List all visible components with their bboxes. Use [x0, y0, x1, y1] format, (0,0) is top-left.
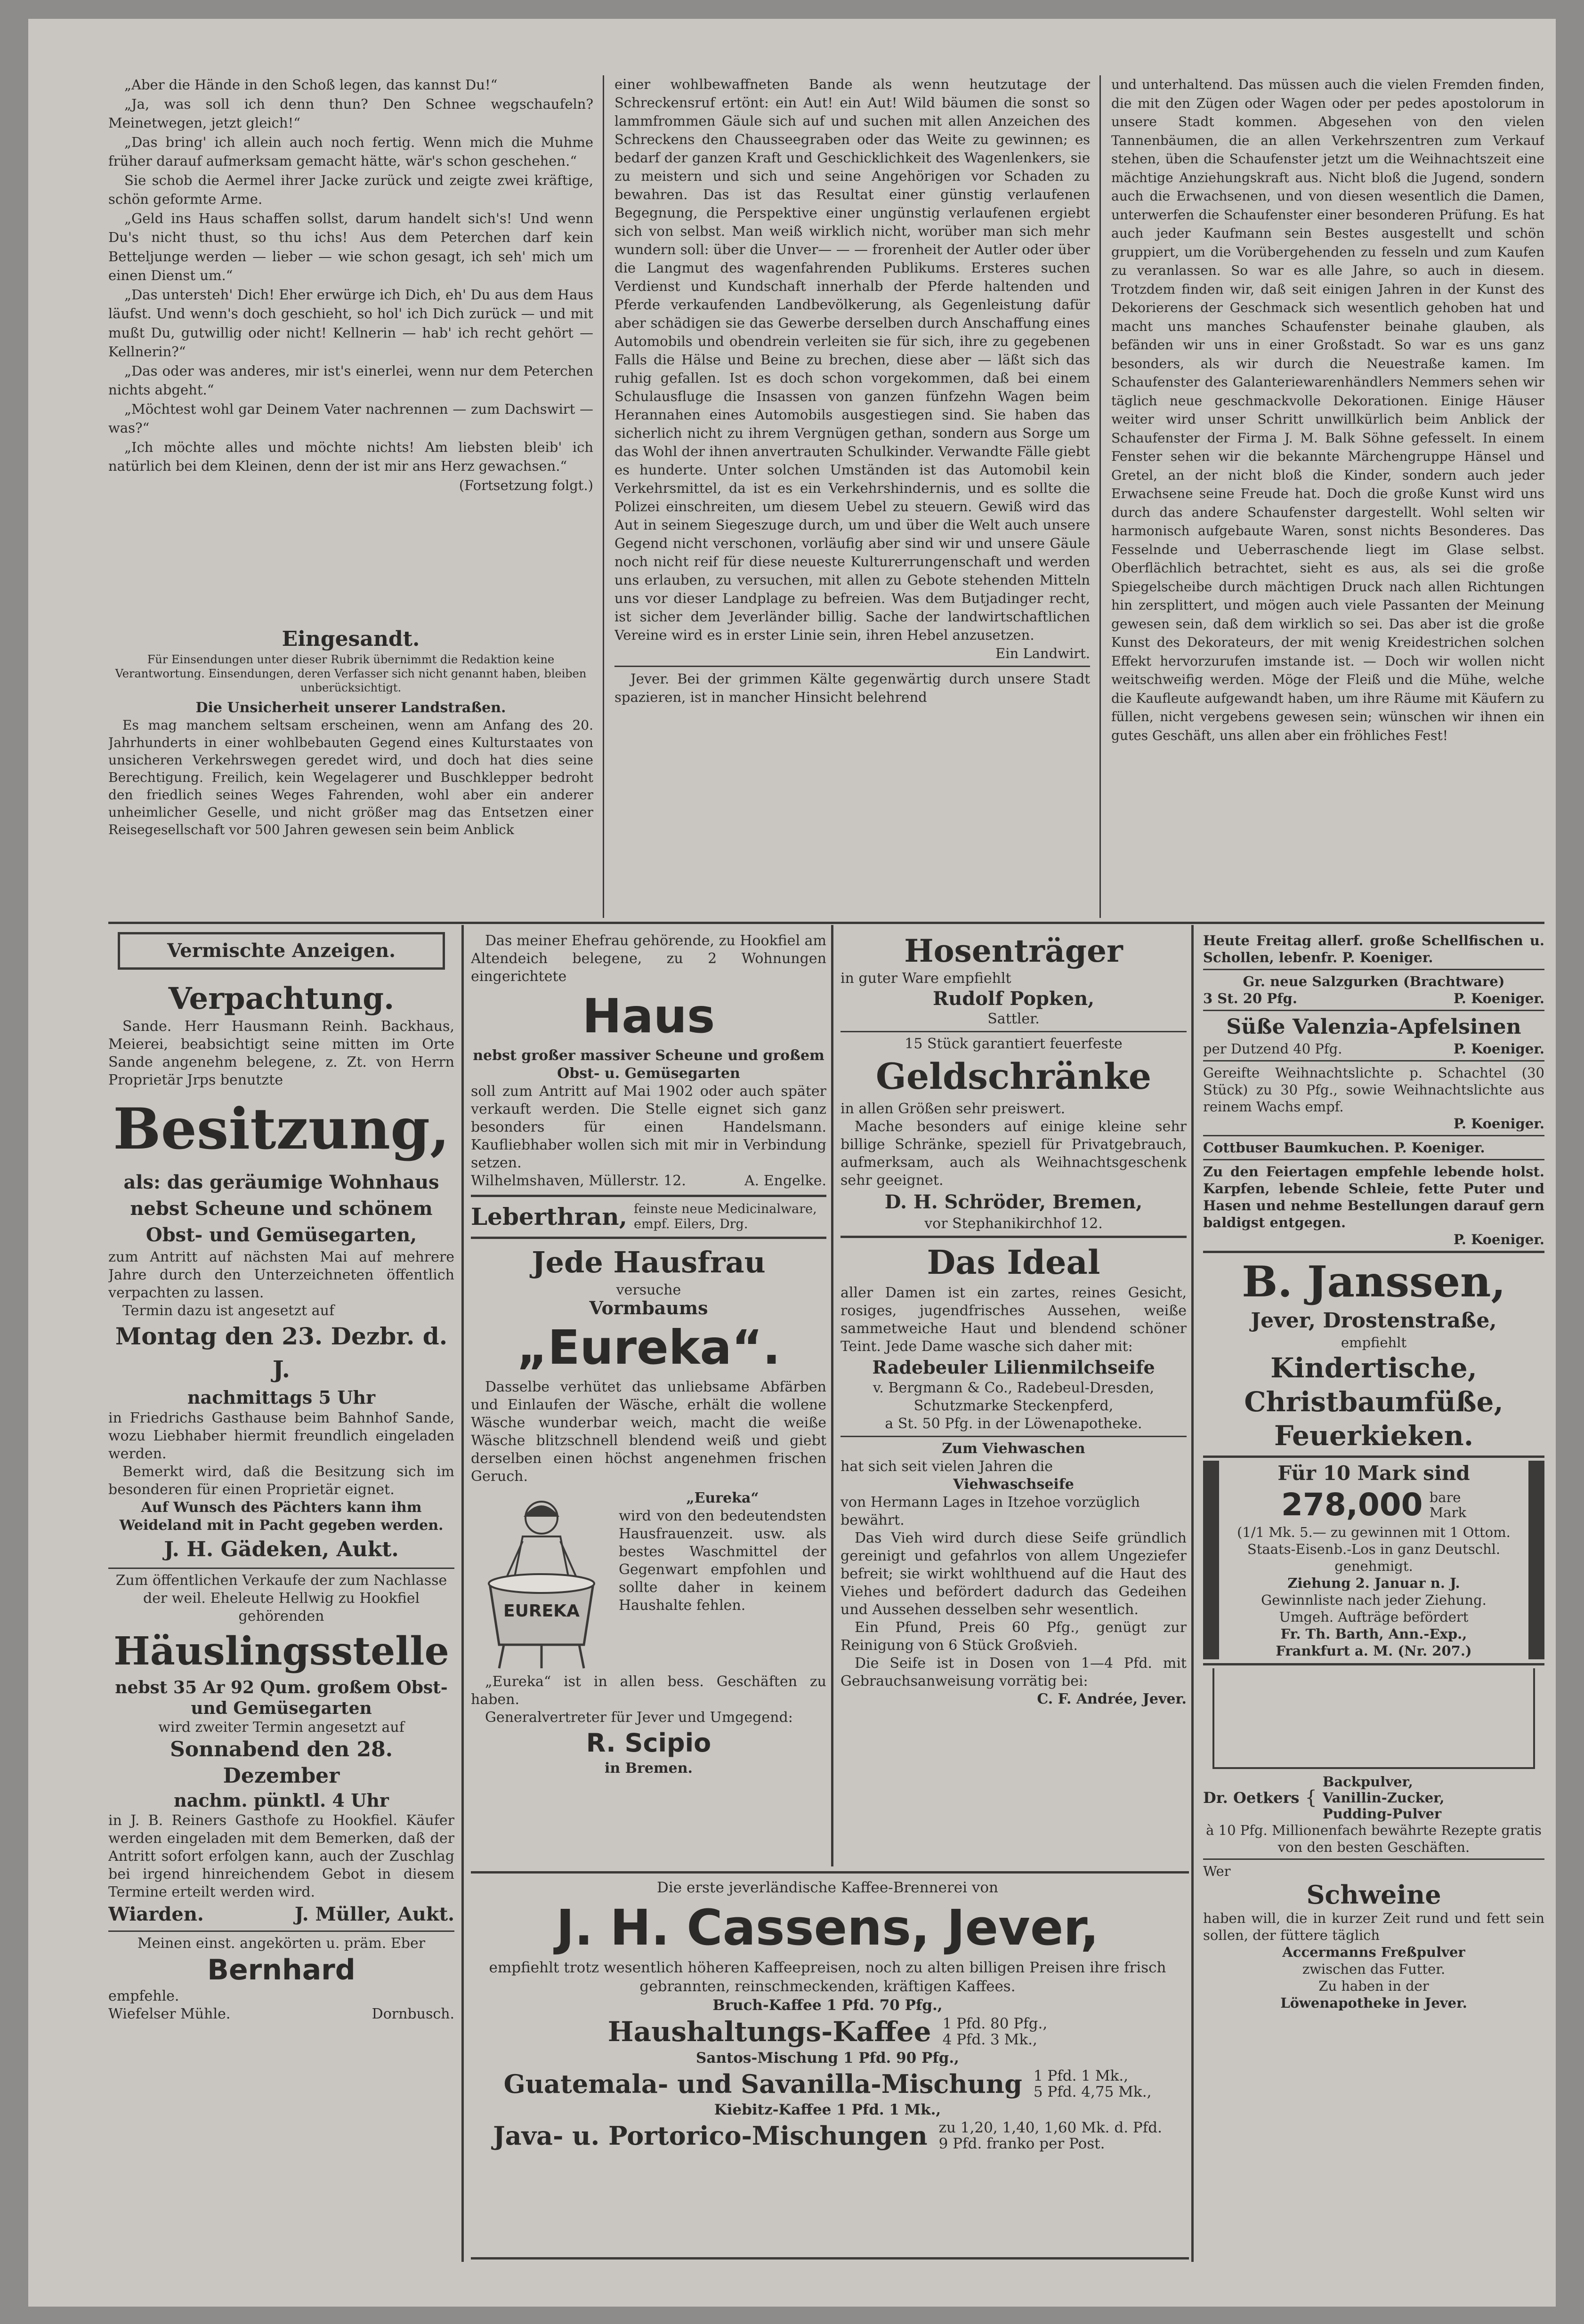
vieh-body: Das Vieh wird durch diese Seife gründlich gereinigt und gefahrlos von allem Ungeziefer befreit; sie wirkt wohlthuend auf die Haut des Viehes und befördert dadurch das Gedeihen und Aussehen desselben sehr wesentlich. — [840, 1530, 1187, 1618]
column-rule — [461, 925, 464, 2262]
koeniger-ad-4-name: P. Koeniger. — [1453, 1116, 1544, 1132]
haeusling-subtitle: nebst 35 Ar 92 Qum. großem Obst- und Gemüsegarten — [115, 1678, 448, 1718]
ideal-price: a St. 50 Pfg. in der Löwenapotheke. — [885, 1415, 1142, 1432]
article-text: einer wohlbewaffneten Bande als wenn heutzutage der Schreckensruf ertönt: ein Aut! ein Aut! Wild bäumen die sonst so lammfrommen Gäule sich auf und suchen mit allen Anzeichen des Schreckens den Chausseegraben oder das Weite zu gewinnen; es bedarf der ganzen Kraft und Geschicklichkeit des Wagenlenkers, sie zu meistern und sich und seine Angehörigen vor Schaden zu bewahren. Das ist das Resultat einer günstig verlaufenen Begegnung, die Perspektive einer ungünstig verlaufenen ergiebt sich von selbst. Man weiß wirklich nicht, worüber man sich mehr wundern soll: über die Unver— — — frorenheit der Autler oder über die Langmut des wagenfahrenden Publikums. Ersteres suchen Verdienst und Kundschaft innerhalb der Pferde haltenden und Pferde verkaufenden Landbevölkerung, als Gegenleistung dafür aber schädigen sie das Gewerbe derselben durch Anschaffung eines Automobils und obendrein verleiten sie für sich, ihre zu gegebenen Falls die Hälse und Beine zu brechen, diese aber — läßt sich das ruhig gefallen. Ist es doch schon vorgekommen, daß bei einem Schulausfluge die Insassen von ganzen fünfzehn Wagen beim Herannahen eines Automobils ausgestiegen sind. Sie haben das sicherlich nicht zu ihrem Vergnügen gethan, sondern aus Sorge um das Wohl der ihnen anvertrauten Schulkinder. Verwandte Fälle giebt es hunderte. Unter solchen Umständen ist das Automobil kein Verkehrsmittel, da ist es ein Verkehrshindernis, und es sollte die Polizei einschreiten, um diesem Uebel zu steuern. Gewiß wird das Aut in seinem Siegeszuge durch, um und über die Welt auch unsere Gegend nicht verschonen, vorläufig aber sind wir und unsere Gäule noch nicht reif für diese neueste Kulturerrungenschaft und werden uns erlauben, zu versuchen, mit allen zu Gebote stehenden Mitteln uns vor dieser Landplage zu befreien. Was dem Butjadinger recht, ist sicher dem Jeverländer billig. Sache der landwirtschaftlichen Vereine wird es in erster Linie sein, ihren Hebel anzusetzen. — [614, 76, 1090, 643]
koeniger-ad-2-name: P. Koeniger. — [1453, 990, 1544, 1006]
vieh-price: Ein Pfund, Preis 60 Pfg., genügt zur Reinigung von 6 Stück Großvieh. — [840, 1619, 1187, 1654]
vieh-line1: hat sich seit vielen Jahren die — [840, 1458, 1053, 1475]
vieh-product: Viehwaschseife — [953, 1476, 1074, 1493]
blank-ad-space — [1212, 1668, 1535, 1769]
verpachtung-bold-note: Auf Wunsch des Pächters kann ihm Weideland mit in Pacht gegeben werden. — [119, 1499, 444, 1534]
oetker-brand: Dr. Oetkers — [1203, 1789, 1300, 1807]
jever-news-start: Jever. Bei der grimmen Kälte gegenwärtig durch unsere Stadt spazieren, ist in mancher Hinsicht belehrend — [614, 671, 1090, 705]
ads-column-c — [840, 932, 1187, 1869]
lotterie-body: (1/1 Mk. 5.— zu gewinnen mit 1 Ottom. Staats-Eisenb.-Los in ganz Deutschl. genehmigt. — [1237, 1524, 1511, 1574]
verpachtung-note: Bemerkt wird, daß die Besitzung sich im besonderen für einen Proprietär eignet. — [108, 1464, 454, 1498]
schweine-wer: Wer — [1203, 1863, 1231, 1879]
bernhard-signer: Dornbusch. — [372, 2006, 454, 2022]
cassens-haushalt-price-1: 1 Pfd. 80 Pfg., — [942, 2015, 1048, 2032]
eureka-quote: „Eureka“ — [686, 1490, 759, 1506]
verpachtung-date: Montag den 23. Dezbr. d. J. — [115, 1322, 448, 1383]
article-signature: Ein Landwirt. — [995, 645, 1090, 661]
schweine-store: Löwenapotheke in Jever. — [1280, 1995, 1467, 2011]
koeniger-ad-3-name: P. Koeniger. — [1453, 1041, 1544, 1057]
geldschraenke-body: Mache besonders auf einige kleine sehr billige Schränke, speziell für Privatgebrauch, aufmerksam, auch als Weihnachtsgeschenk sehr geeignet. — [840, 1118, 1187, 1189]
koeniger-ad-3-title: Süße Valenzia-Apfelsinen — [1226, 1015, 1521, 1039]
story-paragraph: „Geld ins Haus schaffen sollst, darum handelt sich's! Und wenn Du's nicht thust, so thu ichs! Aus dem Peterchen darf kein Betteljunge werden — lieber — wie schon gesagt, ich seh' mich um einen Dienst um.“ — [108, 210, 593, 283]
besitzung-title: Besitzung, — [113, 1096, 450, 1162]
cassens-kiebitz: Kiebitz-Kaffee 1 Pfd. 1 Mk., — [714, 2101, 941, 2118]
schweine-avail: Zu haben in der — [1318, 1978, 1429, 1994]
koeniger-ad-1: Heute Freitag allerf. große Schellfischen u. Schollen, lebenfr. P. Koeniger. — [1203, 933, 1544, 965]
leberthran-text: feinste neue Medicinalware, empf. Eilers, Drg. — [634, 1202, 817, 1231]
section-rule — [471, 1871, 1189, 1874]
haeuslingsstelle-title: Häuslingsstelle — [113, 1629, 449, 1674]
haeusling-time: nachm. pünktl. 4 Uhr — [174, 1790, 389, 1811]
koeniger-ad-6: Zu den Feiertagen empfehle lebende holst. Karpfen, lebende Schleie, fette Puter und Hasen und nehme Bestellungen darauf gern baldigst entgegen. — [1203, 1164, 1544, 1230]
janssen-item-2: Christbaumfüße, — [1244, 1386, 1503, 1418]
jever-news-column — [1111, 75, 1544, 918]
janssen-item-3: Feuerkieken. — [1274, 1420, 1474, 1452]
section-rule — [471, 2257, 1189, 2260]
lotterie-list: Gewinnliste nach jeder Ziehung. — [1261, 1592, 1487, 1608]
jever-news-text: und unterhaltend. Das müssen auch die vielen Fremden finden, die mit den Zügen oder Wagen oder per pedes apostolorum in unsere Stadt kommen. Abgesehen von den vielen Tannenbäumen, die an allen Verkehrszentren zum Verkauf stehen, üben die Schaufenster jetzt um die Weihnachtszeit eine mächtige Anziehungskraft aus. Nicht bloß die Jugend, sondern auch die Erwachsenen, und von diesen wesentlich die Damen, unterwerfen die Schaufenster einer besonderen Prüfung. Es hat auch jeder Kaufmann sein Bestes ausgestellt und schön gruppiert, um die Vorübergehenden zu fesseln und zum Kaufen zu veranlassen. So war es alle Jahre, so auch in diesem. Trotzdem finden wir, daß seit einigen Jahren in der Kunst des Dekorierens der Geschmack sich wesentlich gehoben hat und macht uns manches Schaufenster beinahe glauben, als befänden wir uns in einer Großstadt. So war es uns ganz besonders, als wir durch die Neuestraße kamen. Im Schaufenster des Galanteriewarenhändlers Nemmers sehen wir täglich neue geschmackvolle Dekorationen. Einige Häuser weiter wird unser Schritt unwillkürlich beim Anblick der Schaufenster der Firma J. M. Balk Söhne gefesselt. In einem Fenster sehen wir die bekannte Märchengruppe Hänsel und Gretel, an der nicht bloß die Kinder, sondern auch jeder Erwachsene seine Freude hat. Doch die große Kunst wird uns durch das andere Schaufenster dargestellt. Wohl selten wir harmonisch aufgebaute Waren, sonst nichts Besonderes. Das Fesselnde und Ueberraschende liegt im Glase selbst. Oberflächlich betrachtet, sieht es aus, als sei die große Spiegelscheibe durch mächtigen Druck nach allen Richtungen hin zersplittert, und mögen auch viele Passanten der Meinung gewesen sein, daß dem wirklich so sei. Das aber ist die große Kunst des Dekorateurs, der mit wenig Kreidestrichen solchen Effekt hervorzurufen imstande ist. — Doch wir wollen nicht weitschweifig werden. Möge der Fleiß und die Mühe, welche die Kaufleute aufgewandt haben, um ihre Räume mit Käufern zu füllen, nicht vergebens gewesen sein; wünschen wir ihnen ein gutes Geschäft, uns allen aber ein fröhliches Fest! — [1111, 77, 1544, 743]
lotterie-ad — [1203, 1461, 1544, 1659]
article-column-2 — [614, 75, 1090, 861]
janssen-name: B. Janssen, — [1242, 1257, 1506, 1307]
schweine-between: zwischen das Futter. — [1302, 1961, 1446, 1977]
section-rule — [108, 922, 1544, 924]
eureka-versuche: versuche — [616, 1282, 681, 1298]
besitzung-subtitle: als: das geräumige Wohnhaus nebst Scheune und schönem Obst- und Gemüsegarten, — [123, 1171, 439, 1246]
story-column — [108, 75, 593, 621]
koeniger-ad-5: Cottbuser Baumkuchen. P. Koeniger. — [1203, 1140, 1485, 1156]
lotterie-heading: Für 10 Mark sind — [1277, 1462, 1470, 1485]
cassens-guatemala-price-1: 1 Pfd. 1 Mk., — [1033, 2067, 1129, 2084]
story-paragraph: „Das untersteh' Dich! Eher erwürge ich Dich, eh' Du aus dem Haus läufst. Und wenn's doch geschieht, so hol' ich Dich zurück — und mit mußt Du, gutwillig oder nicht! Kellnerin — hab' ich recht gehört — Kellnerin?“ — [108, 286, 593, 360]
hosentraeger-line: in guter Ware empfiehlt — [840, 970, 1011, 987]
story-paragraph: „Das bring' ich allein auch noch fertig. Wenn mich die Muhme früher darauf aufmerksam gemacht hätte, wär's schon geschehen.“ — [108, 134, 593, 169]
janssen-rec: empfiehlt — [1341, 1335, 1407, 1351]
column-rule — [1191, 925, 1194, 2262]
lotterie-orders: Umgeh. Aufträge befördert — [1279, 1609, 1469, 1625]
oetker-item: Vanillin-Zucker, — [1322, 1790, 1445, 1806]
verpachtung-time: nachmittags 5 Uhr — [187, 1387, 376, 1408]
story-paragraph: „Ja, was soll ich denn thun? Den Schnee wegschaufeln? Meinetwegen, jetzt gleich!“ — [108, 96, 593, 131]
eureka-title: „Eureka“. — [517, 1320, 781, 1375]
geldschraenke-intro: 15 Stück garantiert feuerfeste — [905, 1036, 1123, 1052]
oetker-item: Pudding-Pulver — [1322, 1806, 1442, 1822]
ideal-title: Das Ideal — [927, 1243, 1100, 1282]
lotterie-draw: Ziehung 2. Januar n. J. — [1287, 1575, 1460, 1591]
haeusling-signer: J. Müller, Aukt. — [294, 1903, 454, 1925]
article-text: Es mag manchem seltsam erscheinen, wenn am Anfang des 20. Jahrhunderts in einer wohlbebauten Gegend eines Kulturstaates von unsicheren Verkehrswegen geredet wird, und doch hat dies seine Berechtigung. Freilich, kein Wegelagerer und Buschklepper bedroht den friedlich seines Weges Fahrenden, wohl aber ein anderer unheimlicher Geselle, und nicht größer mag das Entsetzen einer Reisegesellschaft vor 500 Jahren gewesen sein beim Anblick — [108, 717, 593, 837]
haeusling-intro: Zum öffentlichen Verkaufe der zum Nachlasse der weil. Eheleute Hellwig zu Hookfiel gehörenden — [115, 1572, 447, 1624]
cassens-name: J. H. Cassens, Jever, — [556, 1899, 1099, 1956]
cassens-haushalt-price-2: 4 Pfd. 3 Mk., — [942, 2031, 1037, 2048]
ideal-maker: v. Bergmann & Co., Radebeul-Dresden, Schutzmarke Steckenpferd, — [873, 1380, 1155, 1414]
eureka-tub-label: EUREKA — [503, 1601, 580, 1621]
haus-body: soll zum Antritt auf Mai 1902 oder auch später verkauft werden. Die Stelle eignet sich ganz besonders für einen Handelsmann. Kaufliebhaber wollen sich mit mir in Verbindung setzen. — [471, 1083, 826, 1171]
oetker-body: à 10 Pfg. Millionenfach bewährte Rezepte gratis von den besten Geschäften. — [1206, 1822, 1542, 1855]
cassens-guatemala-price-2: 5 Pfd. 4,75 Mk., — [1033, 2083, 1152, 2100]
verpachtung-heading: Verpachtung. — [168, 981, 395, 1016]
ads-column-b — [471, 932, 826, 1869]
cassens-intro: empfiehlt trotz wesentlich höheren Kaffeepreisen, noch zu alten billigen Preisen ihre frisch gebrannten, reinschmeckenden, kräftigen Kaffees. — [489, 1959, 1166, 1995]
cassens-haushalt: Haushaltungs-Kaffee — [607, 2016, 931, 2048]
hosentraeger-trade: Sattler. — [987, 1011, 1040, 1027]
story-paragraph: „Das oder was anderes, mir ist's einerlei, wenn nur dem Peterchen nichts abgeht.“ — [108, 362, 593, 398]
cassens-top: Die erste jeverländische Kaffee-Brennerei von — [656, 1879, 999, 1896]
eureka-scipio: R. Scipio — [586, 1728, 711, 1758]
haus-intro: Das meiner Ehefrau gehörende, zu Hookfiel am Altendeich belegene, zu 2 Wohnungen eingerichtete — [471, 933, 826, 985]
cassens-ad — [471, 1878, 1184, 2255]
verpachtung-body: zum Antritt auf nächsten Mai auf mehrere Jahre durch den Unterzeichneten öffentlich verpachten zu lassen. — [108, 1249, 454, 1301]
bernhard-rec: empfehle. — [108, 1988, 179, 2004]
eingesandt-section — [108, 626, 593, 918]
vieh-line2: von Hermann Lages in Itzehoe vorzüglich bewährt. — [840, 1494, 1140, 1528]
column-rule — [1099, 75, 1101, 918]
schweine-title: Schweine — [1306, 1880, 1441, 1910]
story-paragraph: „Aber die Hände in den Schoß legen, das kannst Du!“ — [124, 77, 498, 93]
verpachtung-termin: Termin dazu ist angesetzt auf — [122, 1303, 335, 1319]
story-continued: (Fortsetzung folgt.) — [459, 477, 593, 493]
bernhard-intro: Meinen einst. angekörten u. präm. Eber — [137, 1935, 426, 1952]
eureka-body2: wird von den bedeutendsten Hausfrauenzeit. usw. als bestes Waschmittel der Gegenwart empfohlen und sollte daher in keinem Haushalte fehlen. — [619, 1508, 826, 1614]
column-rule — [603, 75, 604, 918]
geldschraenke-sub: in allen Größen sehr preiswert. — [840, 1101, 1066, 1117]
cassens-java: Java- u. Portorico-Mischungen — [493, 2121, 928, 2151]
eureka-body1: Dasselbe verhütet das unliebsame Abfärben und Einlaufen der Wäsche, erhält die wollene Wäsche wunderbar weich, macht die weiße Wäsche blitzschnell blendend weiß und giebt derselben einen höchst angenehmen frischen Geruch. — [471, 1379, 826, 1485]
ads-column-d: Heute Freitag allerf. große Schellfischen u. Schollen, lebenfr. P. Koeniger. Gr. neue Salzgurken (Brachtware) 3 St. 20 Pfg. P. Koeniger. Süße Valenzia-Apfelsinen per Dutzend 40 Pfg. P. Koeniger. Gereifte Weihnachtslichte p. Schachtel (30 Stück) zu 30 Pfg., sowie Weihnachtslichte aus reinem Wachs empf. P. Koeniger. Cottbuser Baumkuchen. P. Koeniger. Zu den Feiertagen empfehle lebende holst. Karpfen, lebende Schleie, fette Puter und Hasen und nehme Bestellungen darauf gern baldigst entgegen. P. Koeniger. B. Janssen, Jever, Drostenstraße, empfiehlt Kindertische, Christbaumfüße, Feuerkieken. Für 10 Mark sind 278,000 bare Mark (1/1 Mk. 5.— zu gewinnen mit 1 Ottom. Staats-Eisenb.-Los in ganz Deutschl. genehmigt. Ziehung 2. Januar n. J. Gewinnliste nach jeder Ziehung. Umgeh. Aufträge befördert Fr. Th. Barth, Ann.-Exp., Frankfurt a. M. (Nr. 207.) Dr. Oetkers { Backpulver, Vanillin-Zucker, Pudding-Pulver à 10 Pfg. Millionenfach bewährte Rezepte gratis von den besten Geschäften. Wer Schweine haben will, die in kurzer Zeit rund und fett sein sollen, der füttere täglich Accermanns Freßpulver zwischen das Futter. Zu haben in der Löwenapotheke in Jever. — [1203, 933, 1544, 2011]
verpachtung-intro: Sande. Herr Hausmann Reinh. Backhaus, Meierei, beabsichtigt seine mitten im Orte Sande angenehm belegene, z. Zt. von Herrn Proprietär Jrps benutzte — [108, 1018, 454, 1088]
eureka-avail: „Eureka“ ist in allen bess. Geschäften zu haben. — [471, 1673, 826, 1708]
haus-place: Wilhelmshaven, Müllerstr. 12. — [471, 1173, 686, 1189]
haeusling-place: Wiarden. — [108, 1903, 204, 1925]
koeniger-ad-3-price: per Dutzend 40 Pfg. — [1203, 1041, 1342, 1057]
haus-subtitle: nebst großer massiver Scheune und großem Obst- u. Gemüsegarten — [473, 1047, 824, 1082]
janssen-item-1: Kindertische, — [1270, 1352, 1477, 1384]
leberthran-name: Leberthran, — [471, 1203, 628, 1230]
article-title: Die Unsicherheit unserer Landstraßen. — [195, 700, 506, 716]
newspaper-page — [28, 19, 1556, 2307]
bernhard-place: Wiefelser Mühle. — [108, 2006, 231, 2022]
koeniger-ad-2-price: 3 St. 20 Pfg. — [1203, 990, 1297, 1006]
lotterie-amount: 278,000 — [1281, 1487, 1423, 1523]
cassens-bruch: Bruch-Kaffee 1 Pfd. 70 Pfg., — [712, 1997, 943, 2014]
verpachtung-signer: J. H. Gädeken, Aukt. — [164, 1537, 399, 1561]
story-paragraph: „Ich möchte alles und möchte nichts! Am liebsten bleib' ich natürlich bei dem Kleinen, denn der ist mir ans Herz gewachsen.“ — [108, 439, 593, 474]
verpachtung-place: in Friedrichs Gasthause beim Bahnhof Sande, wozu Liebhaber hiermit freundlich eingeladen werden. — [108, 1410, 454, 1462]
eureka-brand: Vormbaums — [589, 1297, 708, 1319]
lotterie-city: Frankfurt a. M. (Nr. 207.) — [1276, 1643, 1472, 1659]
geldschraenke-title: Geldschränke — [875, 1055, 1152, 1097]
eingesandt-disclaimer: Für Einsendungen unter dieser Rubrik übernimmt die Redaktion keine Verantwortung. Einsendungen, deren Verfasser sich nicht genannt haben, bleiben unberücksichtigt. — [115, 653, 587, 694]
hosentraeger-name: Rudolf Popken, — [932, 988, 1095, 1010]
janssen-address: Jever, Drostenstraße, — [1251, 1309, 1497, 1333]
haeusling-termin: wird zweiter Termin angesetzt auf — [158, 1719, 404, 1736]
bernhard-name: Bernhard — [207, 1954, 356, 1986]
hosentraeger-title: Hosenträger — [904, 933, 1123, 969]
lotterie-unit-2: Mark — [1429, 1504, 1467, 1520]
schweine-product: Accermanns Freßpulver — [1282, 1944, 1465, 1960]
haeusling-date: Sonnabend den 28. Dezember — [170, 1737, 393, 1788]
haus-title: Haus — [582, 989, 715, 1044]
koeniger-ad-6-name: P. Koeniger. — [1453, 1231, 1544, 1247]
oetker-item: Backpulver, — [1322, 1774, 1413, 1790]
cassens-guatemala: Guatemala- und Savanilla-Mischung — [503, 2069, 1022, 2099]
schweine-body: haben will, die in kurzer Zeit rund und fett sein sollen, der füttere täglich — [1203, 1910, 1544, 1943]
eureka-illustration — [471, 1489, 612, 1673]
geldschraenke-addr: vor Stephanikirchhof 12. — [924, 1215, 1103, 1232]
story-paragraph: Sie schob die Aermel ihrer Jacke zurück und zeigte zwei kräftige, schön geformte Arme. — [108, 172, 593, 207]
haus-signer: A. Engelke. — [744, 1173, 826, 1189]
cassens-santos: Santos-Mischung 1 Pfd. 90 Pfg., — [696, 2050, 959, 2067]
lotterie-unit-1: bare — [1429, 1489, 1461, 1505]
koeniger-ad-4: Gereifte Weihnachtslichte p. Schachtel (30 Stück) zu 30 Pfg., sowie Weihnachtslichte aus reinem Wachs empf. — [1203, 1065, 1544, 1115]
ideal-body: aller Damen ist ein zartes, reines Gesicht, rosiges, jugendfrisches Aussehen, weiße sammetweiche Haut und blendend schöner Teint. Jede Dame wasche sich daher mit: — [840, 1285, 1187, 1355]
ideal-product: Radebeuler Lilienmilchseife — [872, 1357, 1155, 1378]
geldschraenke-name: D. H. Schröder, Bremen, — [884, 1191, 1143, 1213]
eingesandt-heading: Eingesandt. — [282, 627, 420, 651]
vermischte-anzeigen-heading: Vermischte Anzeigen. — [118, 932, 445, 970]
vieh-heading: Zum Viehwaschen — [942, 1440, 1085, 1457]
vieh-cans: Die Seife ist in Dosen von 1—4 Pfd. mit Gebrauchsanweisung vorrätig bei: — [840, 1655, 1187, 1689]
eureka-agent: Generalvertreter für Jever und Umgegend: — [485, 1709, 793, 1726]
ads-column-a — [108, 932, 454, 2260]
vieh-name: C. F. Andrée, Jever. — [1037, 1691, 1187, 1707]
eureka-heading: Jede Hausfrau — [532, 1245, 766, 1279]
koeniger-ad-2: Gr. neue Salzgurken (Brachtware) — [1243, 973, 1505, 989]
cassens-java-price-2: 9 Pfd. franko per Post. — [938, 2135, 1105, 2152]
cassens-java-price-1: zu 1,20, 1,40, 1,60 Mk. d. Pfd. — [938, 2119, 1162, 2136]
eureka-city: in Bremen. — [605, 1760, 693, 1777]
lotterie-name: Fr. Th. Barth, Ann.-Exp., — [1280, 1626, 1467, 1642]
story-paragraph: „Möchtest wohl gar Deinem Vater nachrennen — zum Dachswirt — was?“ — [108, 401, 593, 436]
column-rule — [831, 925, 833, 1866]
haeusling-body: in J. B. Reiners Gasthofe zu Hookfiel. Käufer werden eingeladen mit dem Bemerken, daß der Antritt sofort erfolgen kann, auch der Zuschlag bei irgend hinreichendem Gebot in diesem Termine erteilt werden wird. — [108, 1812, 454, 1900]
